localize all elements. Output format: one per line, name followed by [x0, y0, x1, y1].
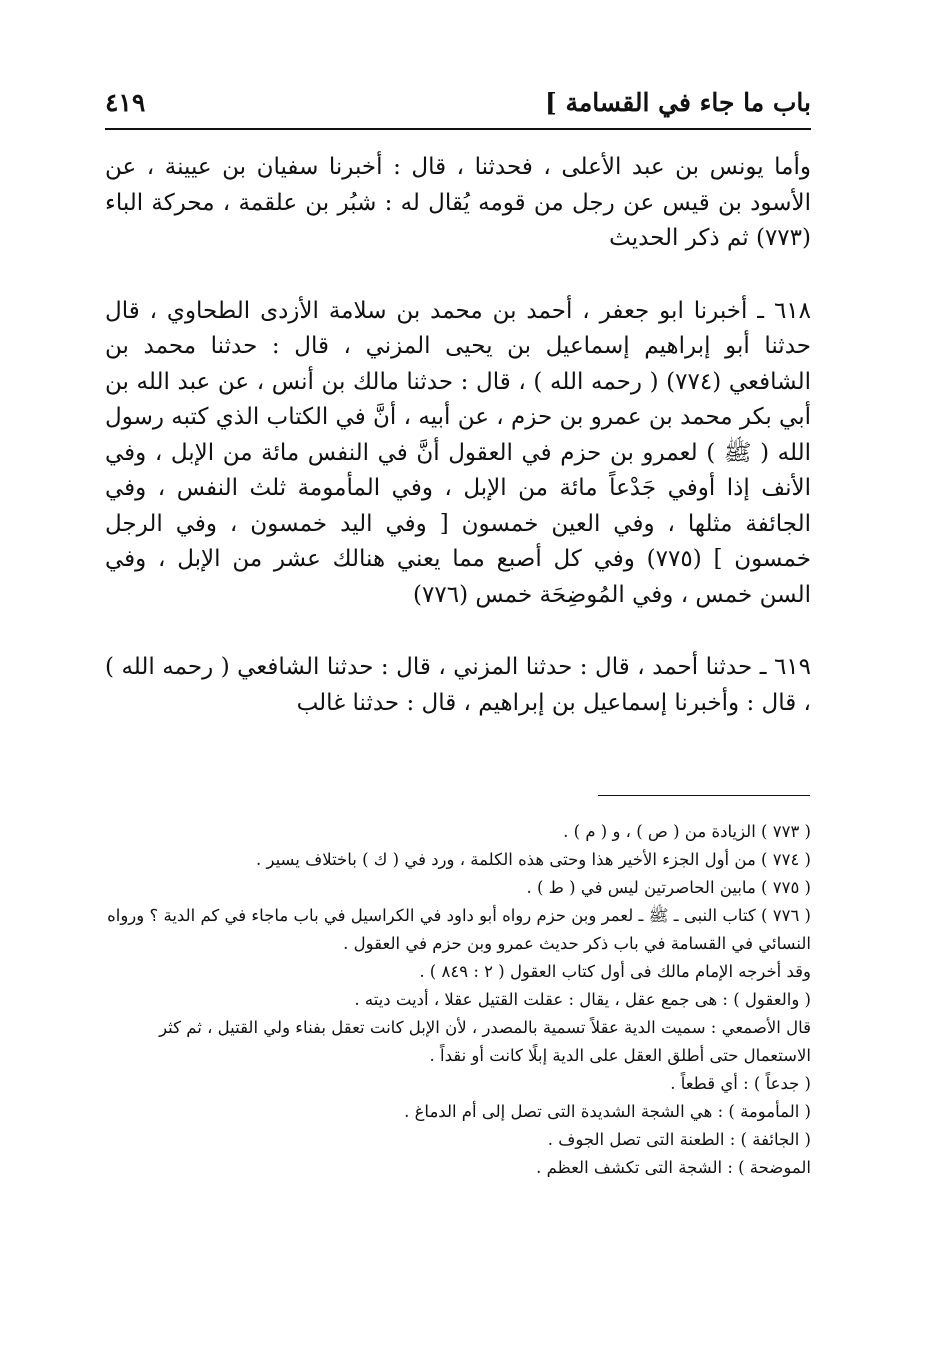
footnote-jaifa: ( الجائفة ) : الطعنة التى تصل الجوف .: [547, 1130, 811, 1149]
footnote-776: ( ٧٧٦ ) كتاب النبى ـ ﷺ ـ لعمر وبن حزم رواه أبو داود في الكراسيل في باب ماجاء في كم الدية ؟ ورواه النسائي في القسامة في باب ذكر حديث عمرو وبن حزم في العقول .: [107, 906, 811, 953]
footnote-malik: وقد أخرجه الإمام مالك فى أول كتاب العقول ( ٢ : ٨٤٩ ) .: [419, 962, 811, 981]
footnote-774: ( ٧٧٤ ) من أول الجزء الأخير هذا وحتى هذه الكلمة ، ورد في ( ك ) باختلاف يسير .: [255, 850, 811, 869]
page-number: ٤١٩: [105, 88, 146, 117]
footnote-mudiha: الموضحة ) : الشجة التى تكشف العظم .: [536, 1158, 811, 1177]
footnote-775: ( ٧٧٥ ) مابين الحاصرتين ليس في ( ط ) .: [526, 878, 811, 897]
footnote-mamuma: ( المأمومة ) : هي الشجة الشديدة التى تصل إلى أم الدماغ .: [404, 1102, 811, 1121]
footnote-jad: ( جدعاً ) : أي قطعاً .: [670, 1074, 811, 1093]
footnotes: [105, 818, 811, 1182]
page-header: [105, 82, 811, 126]
header-rule: [105, 128, 811, 130]
footnote-rule: [598, 795, 810, 796]
running-title: باب ما جاء في القسامة ]: [544, 88, 811, 117]
hadith-618: ٦١٨ ـ أخبرنا ابو جعفر ، أحمد بن محمد بن سلامة الأزدى الطحاوي ، قال حدثنا أبو إبراهيم إسماعيل بن يحيى المزني ، قال : حدثنا محمد بن الشافعي (٧٧٤) ( رحمه الله ) ، قال : حدثنا مالك بن أنس ، عن عبد الله بن أبي بكر محمد بن عمرو بن حزم ، عن أبيه ، أنَّ في الكتاب الذي كتبه رسول الله ( ﷺ ) لعمرو بن حزم في العقول أنَّ في النفس مائة من الإبل ، وفي الأنف إذا أوفي جَدْعاً مائة من الإبل ، وفي المأمومة ثلث النفس ، وفي الجائفة مثلها ، وفي العين خمسون [ وفي اليد خمسون ، وفي الرجل خمسون ] (٧٧٥) وفي كل أصبع مما يعني هنالك عشر من الإبل ، وفي السن خمس ، وفي المُوضِحَة خمس (٧٧٦): [105, 297, 812, 608]
footnote-uqul: ( والعقول ) : هى جمع عقل ، يقال : عقلت القتيل عقلا ، أديت ديته .: [354, 990, 811, 1009]
footnote-asmai: قال الأصمعي : سميت الدية عقلاً تسمية بالمصدر ، لأن الإبل كانت تعقل بفناء ولي القتيل ، ثم كثر الاستعمال حتى أطلق العقل على الدية إبلًا كانت أو نقداً .: [159, 1018, 811, 1065]
main-text: [105, 150, 811, 721]
footnote-773: ( ٧٧٣ ) الزيادة من ( ص ) ، و ( م ) .: [563, 822, 811, 841]
hadith-619: ٦١٩ ـ حدثنا أحمد ، قال : حدثنا المزني ، قال : حدثنا الشافعي ( رحمه الله ) ، قال : وأخبرنا إسماعيل بن إبراهيم ، قال : حدثنا غالب: [105, 654, 811, 716]
paragraph-yunus: وأما يونس بن عبد الأعلى ، فحدثنا ، قال : أخبرنا سفيان بن عيينة ، عن الأسود بن قيس عن رجل من قومه يُقال له : شبُر بن علقمة ، محركة الباء (٧٧٣) ثم ذكر الحديث: [105, 154, 811, 251]
